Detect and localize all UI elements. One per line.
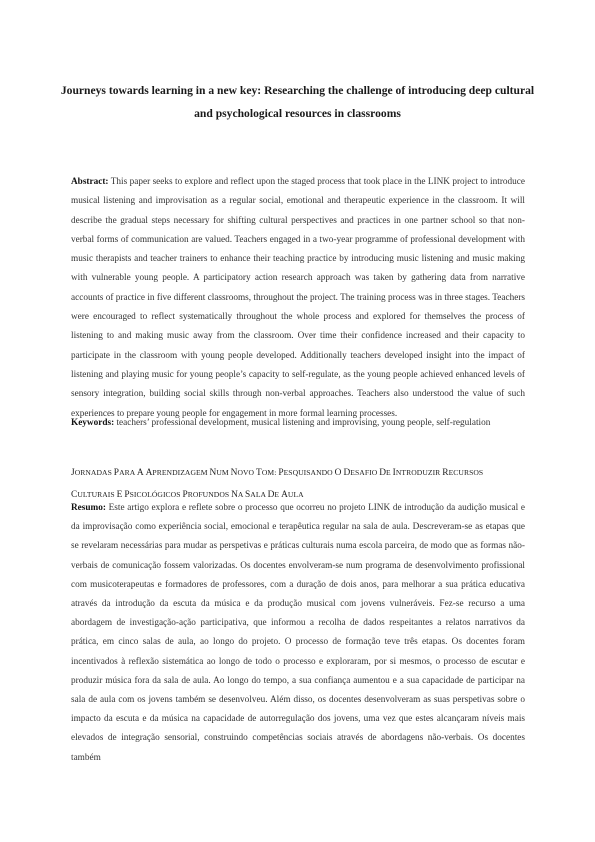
- resumo-text: Este artigo explora e reflete sobre o processo que ocorreu no projeto LINK de introdução da audição musical e da improvisação como experiência social, emocional e terapêutica regular na sala de aula. Descreveram-se as etapas que se revelaram necessárias para mudar as perspetivas e práticas culturais numa escola parceira, de modo que as formas não-verbais de comunicação fossem valorizadas. Os docentes envolveram-se num programa de desenvolvimento profissional com musicoterapeutas e formadores de professores, com a duração de dois anos, para melhorar a sua prática educativa através da introdução da escuta da música e da produção musical com jovens vulneráveis. Fez-se recurso a uma abordagem de investigação-ação participativa, que informou a recolha de dados respeitantes a relatos narrativos da prática, em cinco salas de aula, ao longo do projeto. O processo de formação teve três etapas. Os docentes foram incentivados à reflexão sistemática ao longo de todo o processo e exploraram, por si mesmos, o processo de escutar e produzir música fora da sala de aula. Ao longo do tempo, a sua confiança aumentou e a sua capacidade de participar na sala de aula com os jovens também se desenvolveu. Além disso, os docentes desenvolveram as suas perspetivas sobre o impacto da escuta e da música na capacidade de autorregulação dos jovens, uma vez que estes alcançaram níveis mais elevados de integração sensorial, construindo competências sociais através de abordagens não-verbais. Os docentes também: [71, 503, 525, 763]
- resumo-label: Resumo:: [71, 503, 106, 513]
- portuguese-title-text: JORNADAS PARA A APRENDIZAGEM NUM NOVO TOM: PESQUISANDO O DESAFIO DE INTRODUZIR RECURSOS CULTURAIS E PSICOLÓGICOS PROFUNDOS NA SALA DE AULA: [71, 468, 484, 500]
- keywords-text: teachers’ professional development, musical listening and improvising, young people, self-regulation: [116, 418, 491, 428]
- abstract-text: This paper seeks to explore and reflect upon the staged process that took place in the LINK project to introduce musical listening and improvisation as a regular social, emotional and therapeutic experience in the classroom. It will describe the gradual steps necessary for shifting cultural perspectives and practices in one partner school so that non-verbal forms of communication are valued. Teachers engaged in a two-year programme of professional development with music therapists and teacher trainers to enhance their teaching practice by introducing music listening and music making with vulnerable young people. A participatory action research approach was taken by gathering data from narrative accounts of practice in five different classrooms, throughout the project. The training process was in three stages. Teachers were encouraged to reflect systematically throughout the whole process and explored for themselves the process of listening to and making music away from the classroom. Over time their confidence increased and their capacity to participate in the classroom with young people developed. Additionally teachers developed insight into the impact of listening and playing music for young people’s capacity to self-regulate, as the young people achieved enhanced levels of sensory integration, building social skills through non-verbal approaches. Teachers also understood the value of such experiences to prepare young people for engagement in more formal learning processes.: [71, 177, 525, 419]
- paper-title: Journeys towards learning in a new key: Researching the challenge of introducing deep cultural and psychological resources in classrooms: [60, 84, 535, 120]
- resumo-paragraph: [71, 499, 525, 768]
- abstract-label: Abstract:: [71, 177, 109, 187]
- keywords-paragraph: [71, 414, 525, 432]
- abstract-paragraph: [71, 173, 525, 424]
- keywords-label: Keywords:: [71, 418, 115, 428]
